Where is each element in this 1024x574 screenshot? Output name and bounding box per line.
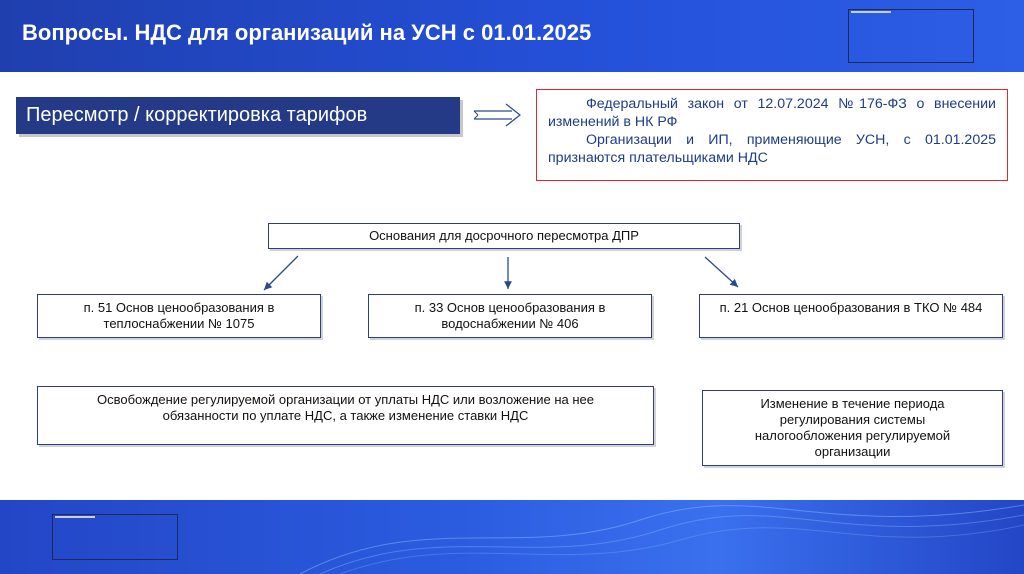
root-node: Основания для досрочного пересмотра ДПР xyxy=(268,223,740,249)
law-text-1: Федеральный закон от 12.07.2024 №176-ФЗ о внесении изменений в НК РФ xyxy=(548,96,996,130)
law-text-2: Организации и ИП, применяющие УСН, с 01.01.2025 признаются плательщиками НДС xyxy=(548,132,996,166)
branch-tko: п. 21 Основ ценообразования в ТКО № 484 xyxy=(699,294,1003,338)
result-left: Освобождение регулируемой организации от уплаты НДС или возложение на нее обязанности по уплате НДС, а также изменение ставки НДС xyxy=(37,386,654,445)
arrow-to-branch3 xyxy=(705,257,738,287)
page-title: Вопросы. НДС для организаций на УСН с 01.01.2025 xyxy=(22,20,592,45)
double-arrow-icon xyxy=(474,104,520,126)
footer-banner xyxy=(0,500,1024,574)
branch-water-supply: п. 33 Основ ценообразования в водоснабжении № 406 xyxy=(368,294,652,338)
result-right: Изменение в течение периода регулирования системы налогообложения регулируемой организации xyxy=(702,390,1003,466)
logo-placeholder-bottom xyxy=(52,514,178,560)
branch-heat-supply: п. 51 Основ ценообразования в теплоснабжении № 1075 xyxy=(37,294,321,338)
topic-label: Пересмотр / корректировка тарифов xyxy=(16,97,460,134)
law-info-box xyxy=(536,89,1008,181)
arrow-to-branch1 xyxy=(264,256,298,290)
